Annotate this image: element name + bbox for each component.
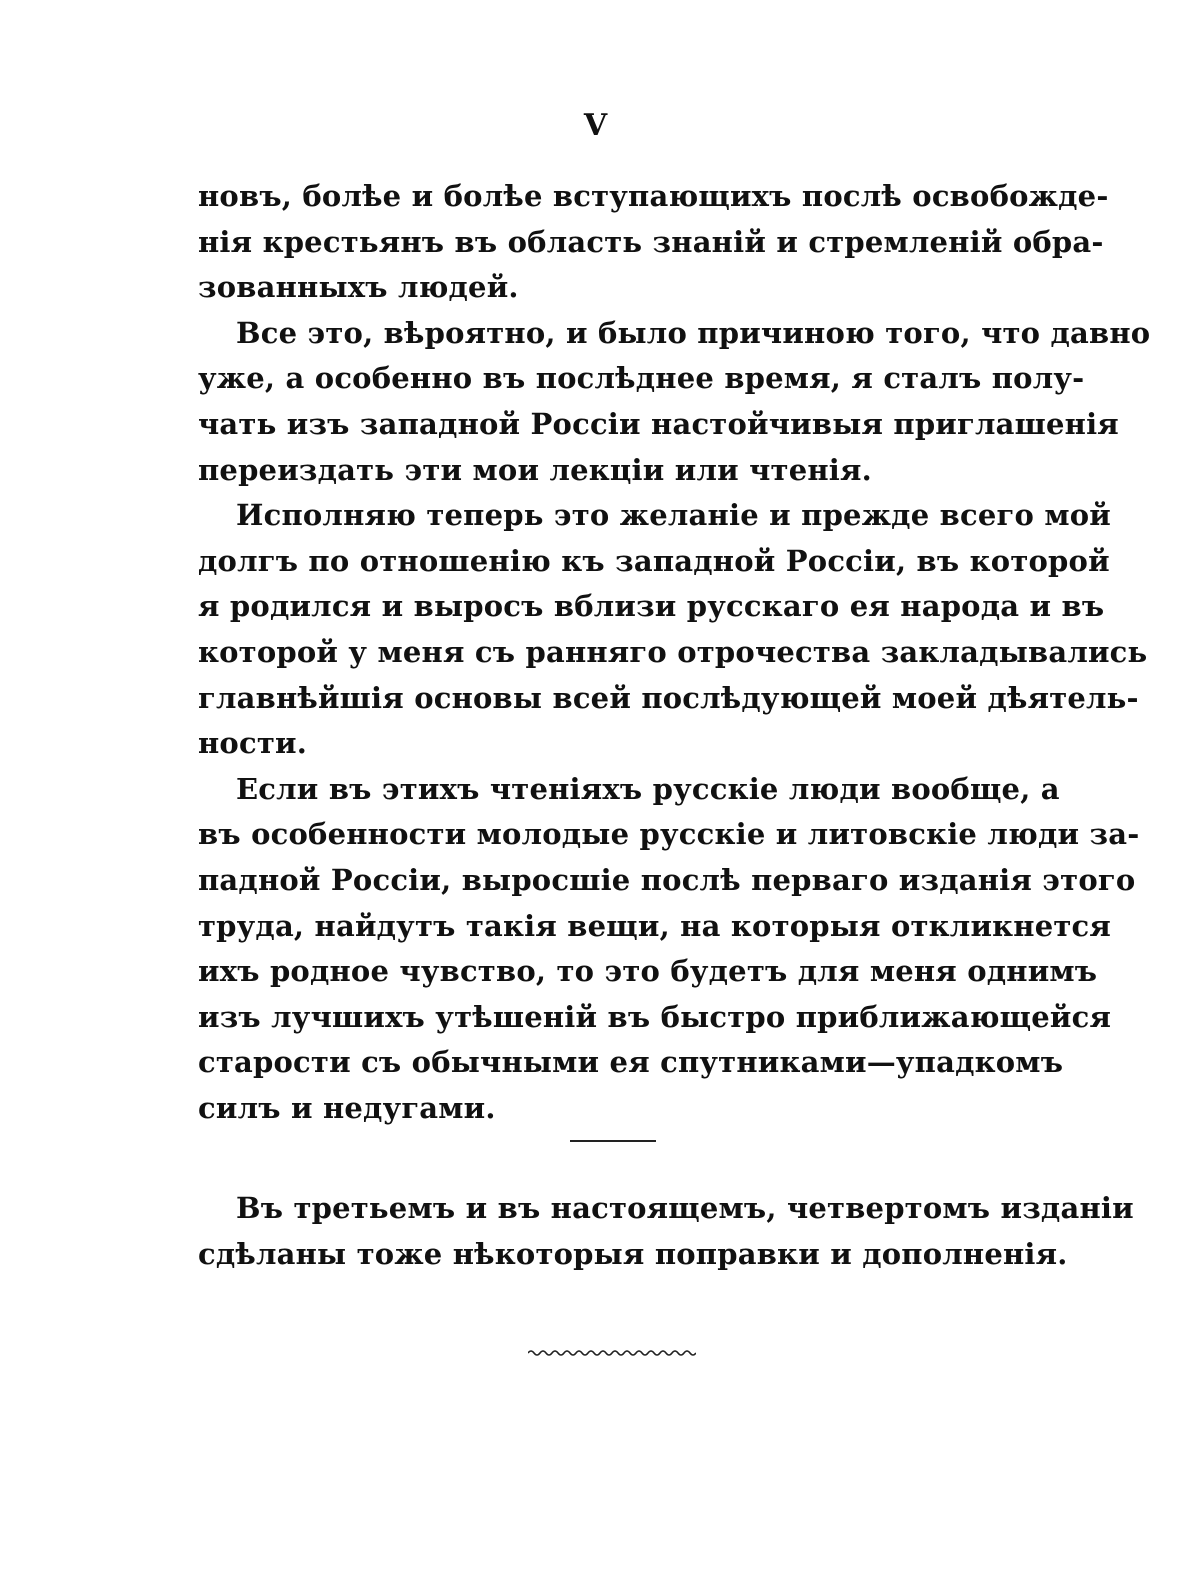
- text-line: я родился и выросъ вблизи русскаго ея народа и въ: [198, 589, 1105, 624]
- text-line: нія крестьянъ въ область знаній и стремленій обра-: [198, 224, 1104, 259]
- text-line: Если въ этихъ чтеніяхъ русскіе люди вообще, а: [236, 771, 1060, 806]
- paragraph: [198, 174, 1109, 311]
- text-line: изъ лучшихъ утѣшеній въ быстро приближающейся: [198, 999, 1112, 1034]
- end-ornament: [528, 1346, 696, 1360]
- text-line: Въ третьемъ и въ настоящемъ, четвертомъ изданіи: [236, 1191, 1134, 1225]
- text-line: зованныхъ людей.: [198, 270, 519, 305]
- text-line: падной Россіи, выросшіе послѣ перваго изданія этого: [198, 862, 1136, 897]
- page-number: V: [583, 108, 608, 143]
- paragraph: [198, 311, 1151, 493]
- paragraph: [198, 767, 1140, 1132]
- section-divider: [570, 1140, 656, 1142]
- edition-note: [198, 1186, 1134, 1277]
- text-line: чать изъ западной Россіи настойчивыя приглашенія: [198, 406, 1119, 441]
- text-line: старости съ обычными ея спутниками—упадкомъ: [198, 1045, 1064, 1080]
- text-line: сдѣланы тоже нѣкоторыя поправки и дополненія.: [198, 1236, 1068, 1271]
- text-line: Исполняю теперь это желаніе и прежде всего мой: [236, 498, 1111, 533]
- text-line: уже, а особенно въ послѣднее время, я сталъ полу-: [198, 361, 1085, 396]
- text-line: Все это, вѣроятно, и было причиною того, что давно: [236, 315, 1151, 350]
- text-line: ности.: [198, 726, 308, 761]
- main-text-block: [198, 174, 1151, 1131]
- text-line: ихъ родное чувство, то это будетъ для меня однимъ: [198, 954, 1098, 989]
- text-line: долгъ по отношенію къ западной Россіи, въ которой: [198, 543, 1110, 578]
- text-line: которой у меня съ ранняго отрочества закладывались: [198, 634, 1148, 669]
- text-line: силъ и недугами.: [198, 1090, 496, 1125]
- paragraph: [198, 493, 1148, 767]
- text-line: въ особенности молодые русскіе и литовскіе люди за-: [198, 817, 1140, 852]
- text-line: главнѣйшія основы всей послѣдующей моей дѣятель-: [198, 680, 1139, 715]
- text-line: новъ, болѣе и болѣе вступающихъ послѣ освобожде-: [198, 179, 1109, 213]
- text-line: труда, найдутъ такія вещи, на которыя откликнется: [198, 908, 1112, 943]
- text-line: переиздать эти мои лекціи или чтенія.: [198, 452, 872, 487]
